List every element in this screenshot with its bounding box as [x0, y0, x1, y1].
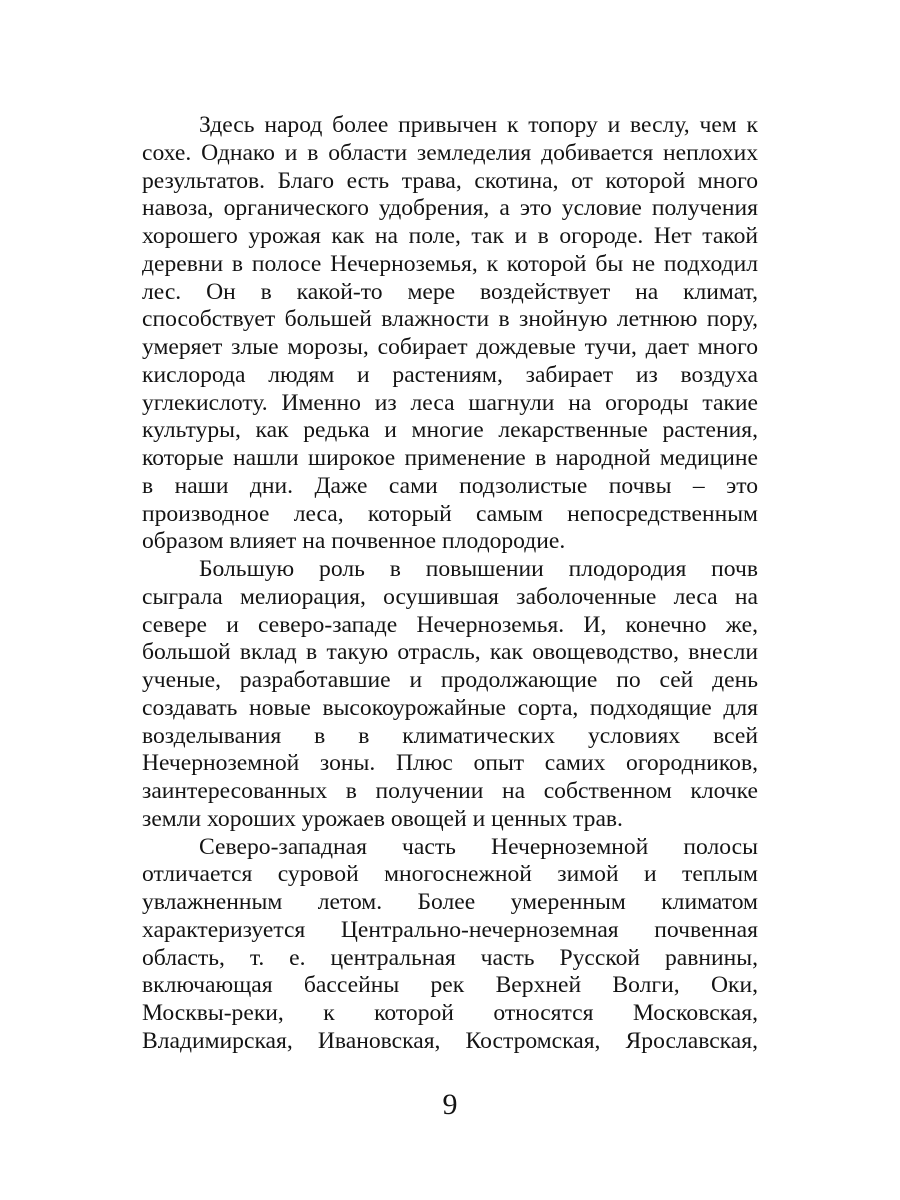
text-line: включающая бассейны рек Верхней Волги, Оки,	[142, 972, 758, 999]
text-line: заинтересованных в получении на собственном клочке	[142, 778, 758, 804]
text-line: лес. Он в какой-то мере воздействует на климат,	[142, 278, 758, 305]
text-line: возделывания в в климатических условиях всей	[142, 722, 758, 749]
text-line: характеризуется Центрально-нечерноземная почвенная	[142, 916, 758, 943]
text-line: Москвы-реки, к которой относятся Московская,	[142, 1000, 758, 1026]
text-line: севере и северо-западе Нечерноземья. И, конечно же,	[142, 611, 758, 638]
text-line: Большую роль в повышении плодородия почв	[199, 556, 758, 582]
text-line: сыграла мелиорация, осушившая заболоченные леса на	[142, 583, 758, 610]
text-line: большой вклад в такую отрасль, как овощеводство, внесли	[142, 639, 758, 666]
text-line: область, т. е. центральная часть Русской равнины,	[142, 944, 758, 971]
text-line: Северо-западная часть Нечерноземной полосы	[199, 833, 758, 860]
text-line: способствует большей влажности в знойную летнюю пору,	[142, 306, 758, 333]
text-line: культуры, как редька и многие лекарственные растения,	[142, 417, 758, 444]
text-line: увлажненным летом. Более умеренным климатом	[142, 889, 758, 915]
text-line: создавать новые высокоурожайные сорта, подходящие для	[142, 694, 758, 721]
text-line: сохе. Однако и в области земледелия добивается неплохих	[142, 139, 758, 166]
text-line: отличается суровой многоснежной зимой и теплым	[142, 861, 758, 888]
text-line: кислорода людям и растениям, забирает из воздуха	[142, 361, 758, 388]
text-line: образом влияет на почвенное плодородие.	[142, 528, 566, 555]
text-line: ученые, разработавшие и продолжающие по сей день	[142, 667, 758, 693]
text-line: земли хороших урожаев овощей и ценных трав.	[142, 805, 623, 832]
text-line: навоза, органического удобрения, а это условие получения	[142, 195, 758, 222]
text-line: Здесь народ более привычен к топору и веслу, чем к	[199, 112, 758, 138]
text-line: результатов. Благо есть трава, скотина, от которой много	[142, 167, 758, 194]
text-line: Нечерноземной зоны. Плюс опыт самих огородников,	[142, 750, 758, 777]
page-number: 9	[442, 1088, 458, 1121]
text-line: умеряет злые морозы, собирает дождевые тучи, дает много	[142, 334, 758, 360]
text-line: углекислоту. Именно из леса шагнули на огороды такие	[142, 389, 758, 416]
text-line: хорошего урожая как на поле, так и в огороде. Нет такой	[142, 223, 758, 249]
text-line: которые нашли широкое применение в народной медицине	[142, 445, 758, 471]
text-line: в наши дни. Даже сами подзолистые почвы – это	[142, 472, 758, 499]
text-line: деревни в полосе Нечерноземья, к которой бы не подходил	[142, 250, 758, 277]
body-text	[142, 112, 758, 1056]
text-line: Владимирская, Ивановская, Костромская, Ярославская,	[142, 1027, 758, 1054]
text-line: производное леса, который самым непосредственным	[142, 500, 758, 527]
